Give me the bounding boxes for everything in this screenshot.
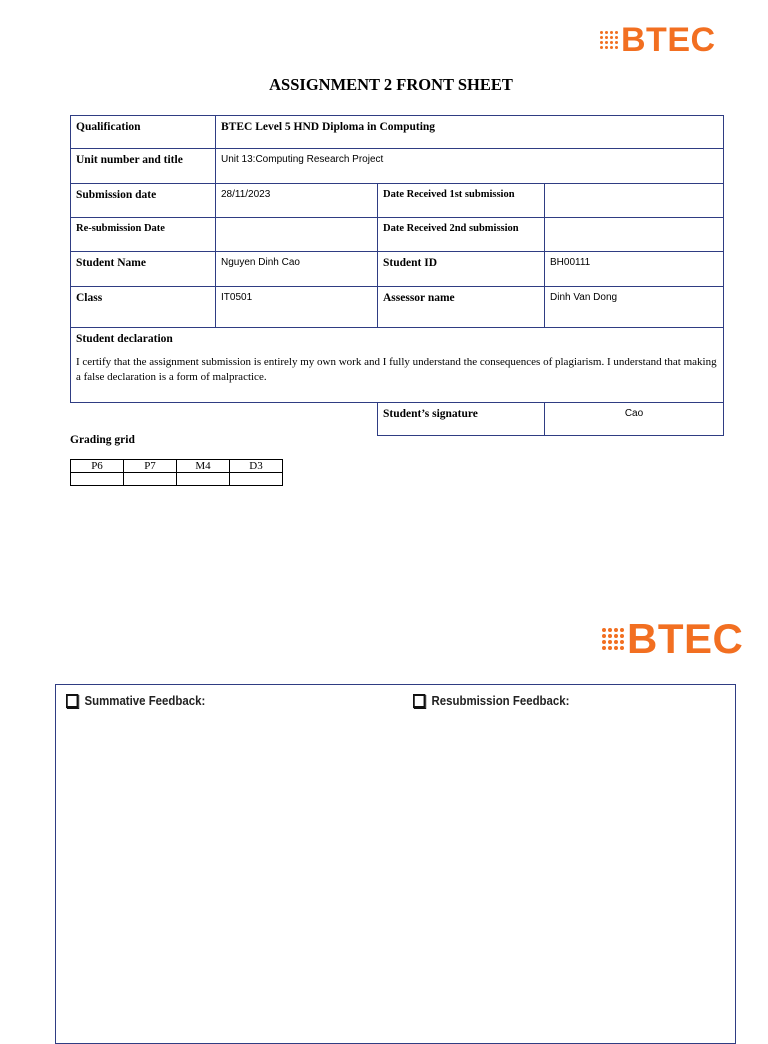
class-value: IT0501 <box>216 287 378 328</box>
assessor-label: Assessor name <box>378 287 545 328</box>
signature-label: Student’s signature <box>378 403 545 436</box>
grade-cell[interactable] <box>230 473 283 486</box>
unit-label: Unit number and title <box>71 149 216 184</box>
table-row <box>71 116 724 149</box>
resubmission-feedback-heading <box>413 693 569 708</box>
date-received-1-value <box>545 184 724 218</box>
grading-grid <box>70 459 283 486</box>
table-row <box>71 218 724 252</box>
checkbox-icon[interactable] <box>413 694 425 708</box>
table-row <box>71 252 724 287</box>
declaration-cell <box>71 328 724 403</box>
date-received-2-label: Date Received 2nd submission <box>378 218 545 252</box>
assessor-value: Dinh Van Dong <box>545 287 724 328</box>
student-id-label: Student ID <box>378 252 545 287</box>
table-row <box>71 403 724 436</box>
resubmission-feedback-label: Resubmission Feedback: <box>431 693 570 708</box>
signature-value: Cao <box>545 403 724 436</box>
table-row <box>71 184 724 218</box>
grade-cell[interactable] <box>124 473 177 486</box>
logo-dots-icon <box>600 31 618 49</box>
btec-logo-top <box>600 20 716 60</box>
class-label: Class <box>71 287 216 328</box>
declaration-text: I certify that the assignment submission is entirely my own work and I fully understand the consequences of plagiarism. I understand that making a false declaration is a form of malpractice. <box>76 356 717 383</box>
page-title: ASSIGNMENT 2 FRONT SHEET <box>269 75 513 94</box>
submission-date-label: Submission date <box>71 184 216 218</box>
summative-feedback-label: Summative Feedback: <box>84 693 206 708</box>
qualification-value: BTEC Level 5 HND Diploma in Computing <box>216 116 724 149</box>
table-row <box>71 473 283 486</box>
front-sheet-table <box>70 115 724 436</box>
student-name-value: Nguyen Dinh Cao <box>216 252 378 287</box>
logo-wordmark: BTEC <box>621 21 716 59</box>
blank-cell <box>71 403 378 436</box>
grading-grid-label: Grading grid <box>70 434 135 446</box>
date-received-2-value <box>545 218 724 252</box>
resubmission-date-label: Re-submission Date <box>71 218 216 252</box>
table-row <box>71 460 283 473</box>
student-name-label: Student Name <box>71 252 216 287</box>
grade-header: P7 <box>124 460 177 473</box>
logo-dots-icon <box>602 628 624 650</box>
logo-wordmark: BTEC <box>627 615 744 662</box>
student-id-value: BH00111 <box>545 252 724 287</box>
table-row <box>71 287 724 328</box>
btec-logo-bottom <box>602 614 743 664</box>
grade-header: D3 <box>230 460 283 473</box>
declaration-title: Student declaration <box>76 333 173 345</box>
grade-cell[interactable] <box>71 473 124 486</box>
grade-header: P6 <box>71 460 124 473</box>
submission-date-value: 28/11/2023 <box>216 184 378 218</box>
qualification-label: Qualification <box>71 116 216 149</box>
feedback-box <box>55 684 736 1044</box>
unit-value: Unit 13:Computing Research Project <box>216 149 724 184</box>
grade-cell[interactable] <box>177 473 230 486</box>
summative-feedback-heading <box>66 693 205 708</box>
table-row <box>71 328 724 403</box>
grade-header: M4 <box>177 460 230 473</box>
resubmission-date-value <box>216 218 378 252</box>
table-row <box>71 149 724 184</box>
date-received-1-label: Date Received 1st submission <box>378 184 545 218</box>
checkbox-icon[interactable] <box>66 694 78 708</box>
